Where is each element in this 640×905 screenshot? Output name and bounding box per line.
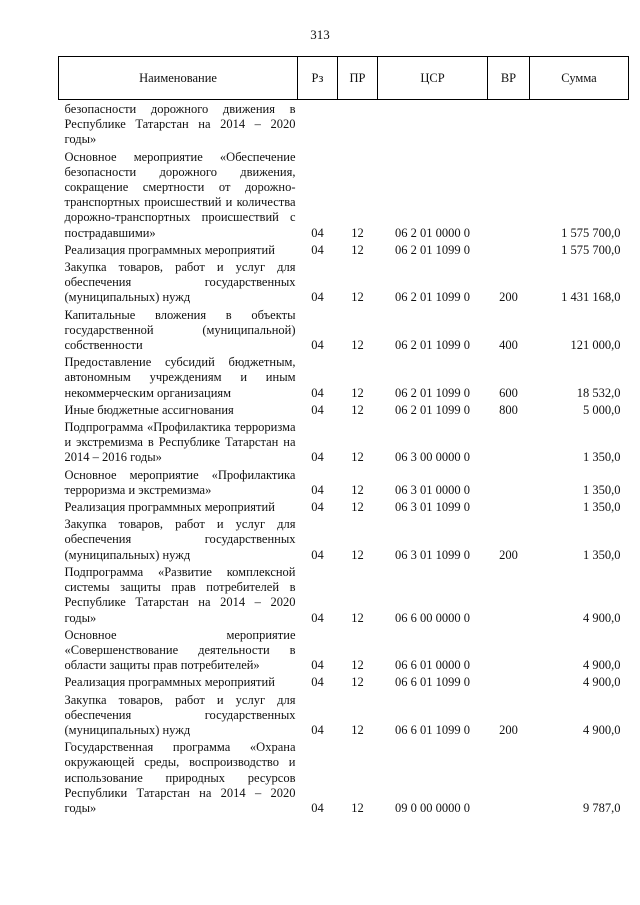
row-pr: 12 xyxy=(351,658,364,673)
row-sum: 1 431 168,0 xyxy=(561,290,621,305)
table-row xyxy=(59,306,629,354)
row-rz: 04 xyxy=(311,610,324,625)
table-row xyxy=(59,100,629,148)
row-pr: 12 xyxy=(351,800,364,815)
budget-table xyxy=(58,56,629,816)
table-row xyxy=(59,626,629,674)
row-pr: 12 xyxy=(351,385,364,400)
table-row xyxy=(59,148,629,241)
row-csr: 06 3 00 0000 0 xyxy=(395,450,470,465)
row-sum: 1 350,0 xyxy=(583,450,621,465)
table-row xyxy=(59,418,629,466)
row-pr: 12 xyxy=(351,722,364,737)
row-csr: 06 3 01 1099 0 xyxy=(395,500,470,515)
row-pr: 12 xyxy=(351,338,364,353)
row-name: Предоставление субсидий бюджетным, автономным учреждениям и иным некоммерческим организациям xyxy=(64,355,296,400)
row-rz: 04 xyxy=(311,547,324,562)
row-rz: 04 xyxy=(311,225,324,240)
header-vr: ВР xyxy=(488,57,530,100)
row-vr xyxy=(488,148,530,241)
row-vr xyxy=(488,498,530,515)
row-pr: 12 xyxy=(351,402,364,417)
row-sum: 1 350,0 xyxy=(583,547,621,562)
row-rz: 04 xyxy=(311,338,324,353)
row-name: Закупка товаров, работ и услуг для обеспечения государственных (муниципальных) нужд xyxy=(64,260,296,305)
row-name: Основное мероприятие «Обеспечение безопасности дорожного движения, сокращение смертности от дорожно-транспортных происшествий и количества дорожно-транспортных происшествий с пострадавшими» xyxy=(64,149,296,240)
row-vr xyxy=(488,738,530,816)
row-sum: 1 350,0 xyxy=(583,482,621,497)
row-pr: 12 xyxy=(351,610,364,625)
header-pr: ПР xyxy=(338,57,378,100)
header-rz: Рз xyxy=(298,57,338,100)
row-pr: 12 xyxy=(351,225,364,240)
row-rz: 04 xyxy=(311,722,324,737)
row-name: Реализация программных мероприятий xyxy=(64,500,275,515)
row-sum: 18 532,0 xyxy=(576,385,621,400)
row-vr xyxy=(488,466,530,498)
header-csr: ЦСР xyxy=(378,57,488,100)
row-pr: 12 xyxy=(351,500,364,515)
row-sum xyxy=(530,100,629,148)
row-vr xyxy=(488,673,530,690)
row-csr: 06 3 01 1099 0 xyxy=(395,547,470,562)
table-row xyxy=(59,353,629,401)
row-rz: 04 xyxy=(311,450,324,465)
page-number: 313 xyxy=(310,27,330,42)
row-vr xyxy=(488,241,530,258)
row-sum: 4 900,0 xyxy=(583,722,621,737)
row-pr: 12 xyxy=(351,450,364,465)
row-csr: 06 6 01 1099 0 xyxy=(395,722,470,737)
row-name: Основное мероприятие «Профилактика терроризма и экстремизма» xyxy=(64,467,296,497)
row-csr xyxy=(378,100,488,148)
row-pr: 12 xyxy=(351,290,364,305)
table-row xyxy=(59,498,629,515)
row-name: Реализация программных мероприятий xyxy=(64,242,275,257)
row-vr: 200 xyxy=(499,290,518,305)
row-rz: 04 xyxy=(311,290,324,305)
row-sum: 1 575 700,0 xyxy=(561,242,621,257)
row-sum: 1 350,0 xyxy=(583,500,621,515)
table-header-row xyxy=(59,57,629,100)
row-csr: 06 3 01 0000 0 xyxy=(395,482,470,497)
row-pr: 12 xyxy=(351,482,364,497)
table-row xyxy=(59,241,629,258)
row-vr: 600 xyxy=(499,385,518,400)
row-name: Подпрограмма «Профилактика терроризма и экстремизма в Республике Татарстан на 2014 – 2016 годы» xyxy=(64,420,296,465)
row-vr xyxy=(488,563,530,626)
row-csr: 06 2 01 1099 0 xyxy=(395,338,470,353)
row-sum: 121 000,0 xyxy=(570,338,621,353)
row-vr xyxy=(488,100,530,148)
row-sum: 5 000,0 xyxy=(583,402,621,417)
row-vr xyxy=(488,418,530,466)
row-name: Подпрограмма «Развитие комплексной системы защиты прав потребителей в Республике Татарстан на 2014 – 2020 годы» xyxy=(64,564,296,625)
row-vr: 200 xyxy=(499,722,518,737)
table-row xyxy=(59,258,629,306)
row-rz: 04 xyxy=(311,800,324,815)
row-sum: 4 900,0 xyxy=(583,675,621,690)
row-vr xyxy=(488,626,530,674)
table-row xyxy=(59,401,629,418)
row-name: Основное мероприятие «Совершенствование деятельности в области защиты прав потребителей» xyxy=(64,627,296,673)
row-pr xyxy=(338,100,378,148)
row-csr: 06 2 01 0000 0 xyxy=(395,225,470,240)
header-sum: Сумма xyxy=(530,57,629,100)
table-row xyxy=(59,515,629,563)
row-pr: 12 xyxy=(351,675,364,690)
row-csr: 06 2 01 1099 0 xyxy=(395,402,470,417)
row-name: Закупка товаров, работ и услуг для обеспечения государственных (муниципальных) нужд xyxy=(64,692,296,737)
row-vr: 200 xyxy=(499,547,518,562)
row-csr: 06 2 01 1099 0 xyxy=(395,290,470,305)
row-csr: 09 0 00 0000 0 xyxy=(395,800,470,815)
header-name: Наименование xyxy=(59,57,298,100)
row-sum: 1 575 700,0 xyxy=(561,225,621,240)
row-name: Государственная программа «Охрана окружающей среды, воспроизводство и использование природных ресурсов Республики Татарстан на 2014 – 2020 годы» xyxy=(64,740,296,815)
row-name: Капитальные вложения в объекты государственной (муниципальной) собственности xyxy=(64,307,296,353)
row-rz: 04 xyxy=(311,385,324,400)
row-vr: 400 xyxy=(499,338,518,353)
row-name: Реализация программных мероприятий xyxy=(64,675,275,690)
row-rz: 04 xyxy=(311,500,324,515)
row-sum: 9 787,0 xyxy=(583,800,621,815)
row-rz: 04 xyxy=(311,482,324,497)
row-rz: 04 xyxy=(311,242,324,257)
row-name: Закупка товаров, работ и услуг для обеспечения государственных (муниципальных) нужд xyxy=(64,517,296,562)
row-csr: 06 2 01 1099 0 xyxy=(395,242,470,257)
row-csr: 06 2 01 1099 0 xyxy=(395,385,470,400)
table-row xyxy=(59,691,629,739)
table-row xyxy=(59,466,629,498)
row-sum: 4 900,0 xyxy=(583,610,621,625)
row-sum: 4 900,0 xyxy=(583,658,621,673)
row-rz xyxy=(298,100,338,148)
row-pr: 12 xyxy=(351,547,364,562)
row-name: безопасности дорожного движения в Республике Татарстан на 2014 – 2020 годы» xyxy=(64,102,296,147)
row-rz: 04 xyxy=(311,658,324,673)
row-rz: 04 xyxy=(311,402,324,417)
table-row xyxy=(59,563,629,626)
row-csr: 06 6 00 0000 0 xyxy=(395,610,470,625)
row-pr: 12 xyxy=(351,242,364,257)
row-name: Иные бюджетные ассигнования xyxy=(64,402,234,417)
row-csr: 06 6 01 0000 0 xyxy=(395,658,470,673)
row-vr: 800 xyxy=(499,402,518,417)
table-row xyxy=(59,738,629,816)
row-rz: 04 xyxy=(311,675,324,690)
row-csr: 06 6 01 1099 0 xyxy=(395,675,470,690)
table-row xyxy=(59,673,629,690)
